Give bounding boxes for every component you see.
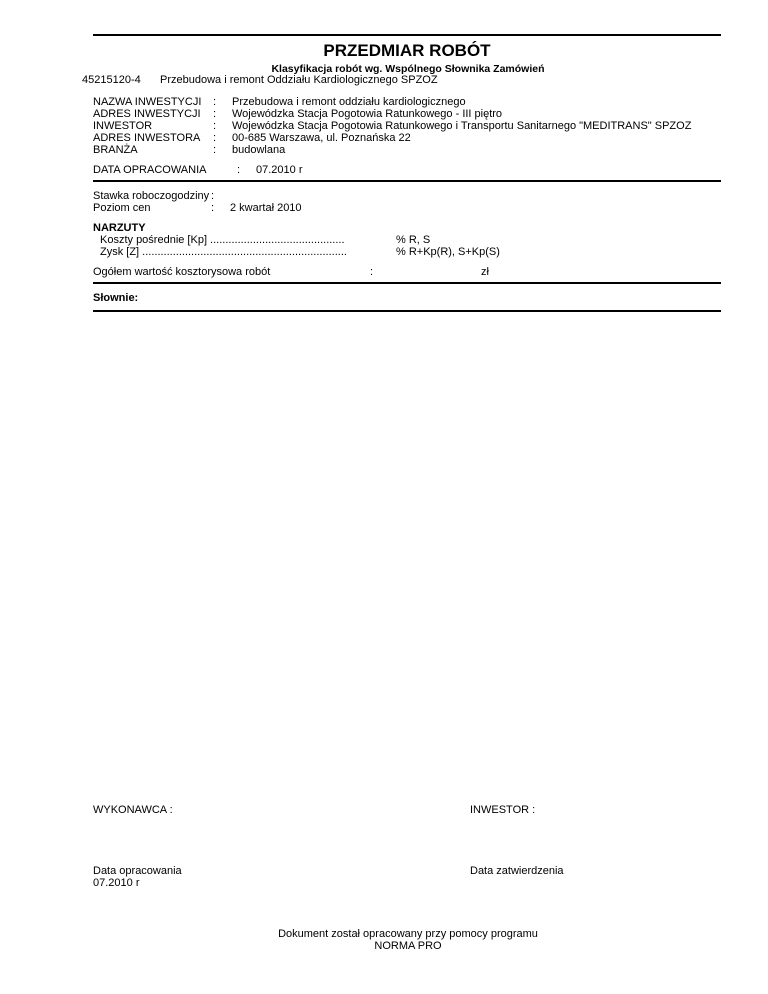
info-label-investor-address: ADRES INWESTORA [93,132,201,144]
info-colon: : [213,132,217,144]
info-colon: : [213,96,217,108]
info-colon: : [213,144,217,156]
markup-indirect-costs-label: Koszty pośrednie [Kp] ............................................ [100,234,345,246]
footer-program-note: Dokument został opracowany przy pomocy programu [278,928,538,940]
preparation-date-value: 07.2010 r [93,877,140,889]
investor-signature-label: INWESTOR : [470,804,536,816]
info-label-date: DATA OPRACOWANIA [93,164,207,176]
markup-profit-label: Zysk [Z] ................................................................... [100,246,347,258]
cpv-code: 45215120-4 [82,74,141,86]
top-rule [93,34,721,36]
section-rule [93,282,721,284]
cpv-description: Przebudowa i remont Oddziału Kardiologicznego SPZOZ [160,74,438,86]
section-rule [93,180,721,182]
info-value-branch: budowlana [232,144,286,156]
info-label-investor: INWESTOR [93,120,153,132]
info-value-investment-name: Przebudowa i remont oddziału kardiologicznego [232,96,466,108]
price-level-colon: : [211,202,215,214]
classification-heading: Klasyfikacja robót wg. Wspólnego Słownika Zamówień [271,63,545,75]
price-level-value: 2 kwartał 2010 [230,202,302,214]
info-label-investment-name: NAZWA INWESTYCJI [93,96,202,108]
preparation-date-label: Data opracowania [93,865,182,877]
markups-heading: NARZUTY [93,222,146,234]
approval-date-label: Data zatwierdzenia [470,865,564,877]
info-label-branch: BRANŻA [93,144,138,156]
info-colon: : [213,108,217,120]
info-label-investment-address: ADRES INWESTYCJI [93,108,201,120]
total-value-currency: zł [481,266,489,278]
info-colon: : [213,120,217,132]
total-value-colon: : [370,266,374,278]
contractor-signature-label: WYKONAWCA : [93,804,173,816]
section-rule [93,310,721,312]
info-value-investor-address: 00-685 Warszawa, ul. Poznańska 22 [232,132,411,144]
markup-indirect-costs-value: % R, S [396,234,431,246]
labor-rate-colon: : [211,190,215,202]
info-value-investment-address: Wojewódzka Stacja Pogotowia Ratunkowego - III piętro [232,108,503,120]
price-level-label: Poziom cen [93,202,151,214]
info-value-investor: Wojewódzka Stacja Pogotowia Ratunkowego i Transportu Sanitarnego "MEDITRANS" SPZOZ [232,120,692,132]
info-colon: : [237,164,241,176]
footer-program-name: NORMA PRO [374,940,442,952]
page-title: PRZEDMIAR ROBÓT [323,41,491,60]
markup-profit-value: % R+Kp(R), S+Kp(S) [396,246,500,258]
info-value-date: 07.2010 r [256,164,303,176]
amount-in-words-label: Słownie: [93,292,139,304]
total-value-label: Ogółem wartość kosztorysowa robót [93,266,271,278]
labor-rate-label: Stawka roboczogodziny [93,190,210,202]
